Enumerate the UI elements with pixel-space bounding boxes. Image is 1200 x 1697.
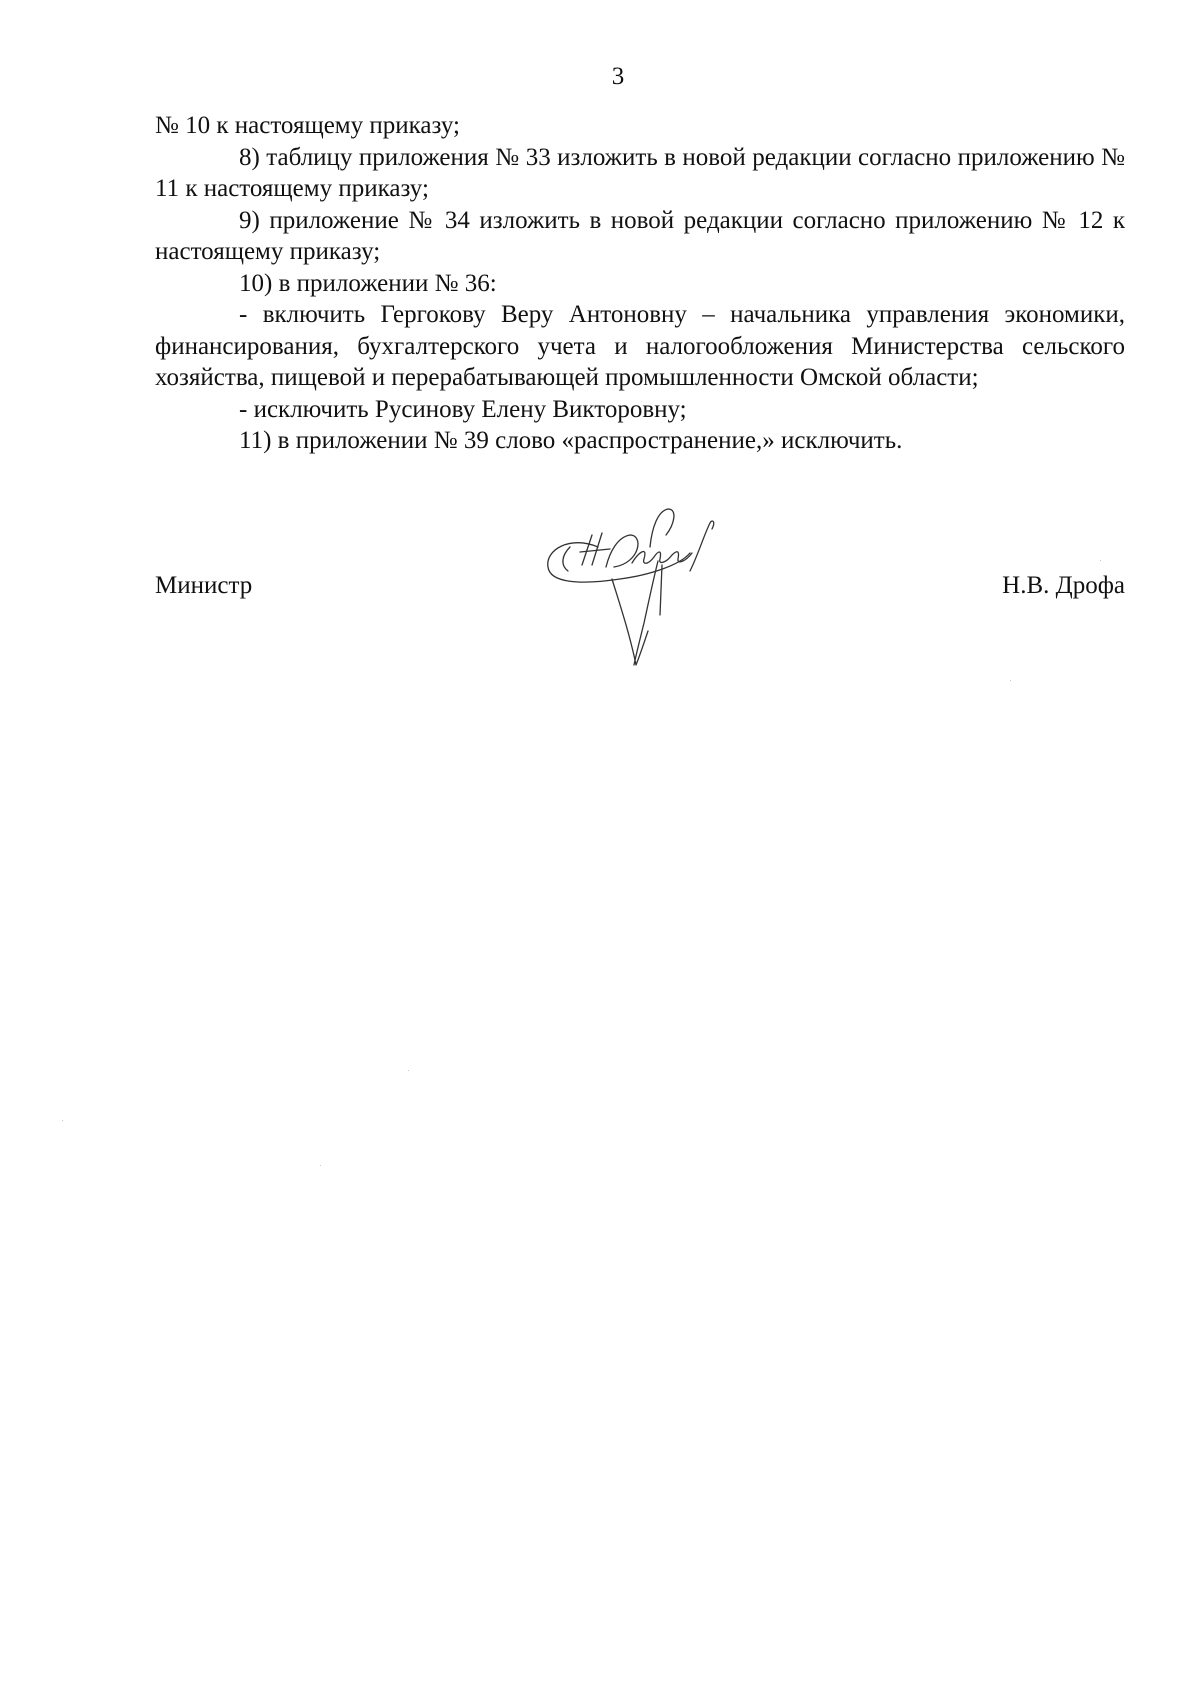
paragraph-item-8: 8) таблицу приложения № 33 изложить в новой редакции согласно приложению № 11 к настоящему приказу; (155, 143, 1125, 202)
document-body (155, 110, 1125, 457)
signatory-role: Министр (155, 572, 253, 599)
paragraph-continuation: № 10 к настоящему приказу; (155, 112, 460, 139)
paragraph-exclude-person: - исключить Русинову Елену Викторовну; (239, 395, 687, 423)
scan-speck (62, 1120, 63, 1121)
paragraph-item-9: 9) приложение № 34 изложить в новой редакции согласно приложению № 12 к настоящему приказу; (155, 206, 1125, 265)
paragraph-include-person: - включить Гергокову Веру Антоновну – начальника управления экономики, финансирования, бухгалтерского учета и налогообложения Министерства сельского хозяйства, пищевой и перерабатывающей промышленности Омской области; (155, 301, 1125, 391)
handwritten-signature (540, 505, 770, 680)
page-number: 3 (611, 63, 625, 90)
scan-speck (408, 1070, 409, 1071)
scan-speck (1010, 680, 1011, 681)
paragraph-item-11: 11) в приложении № 39 слово «распространение,» исключить. (239, 427, 903, 454)
paragraph-item-10: 10) в приложении № 36: (239, 269, 497, 297)
signatory-name: Н.В. Дрофа (1002, 572, 1125, 599)
scan-speck (320, 1165, 321, 1166)
scan-speck (1100, 560, 1101, 561)
